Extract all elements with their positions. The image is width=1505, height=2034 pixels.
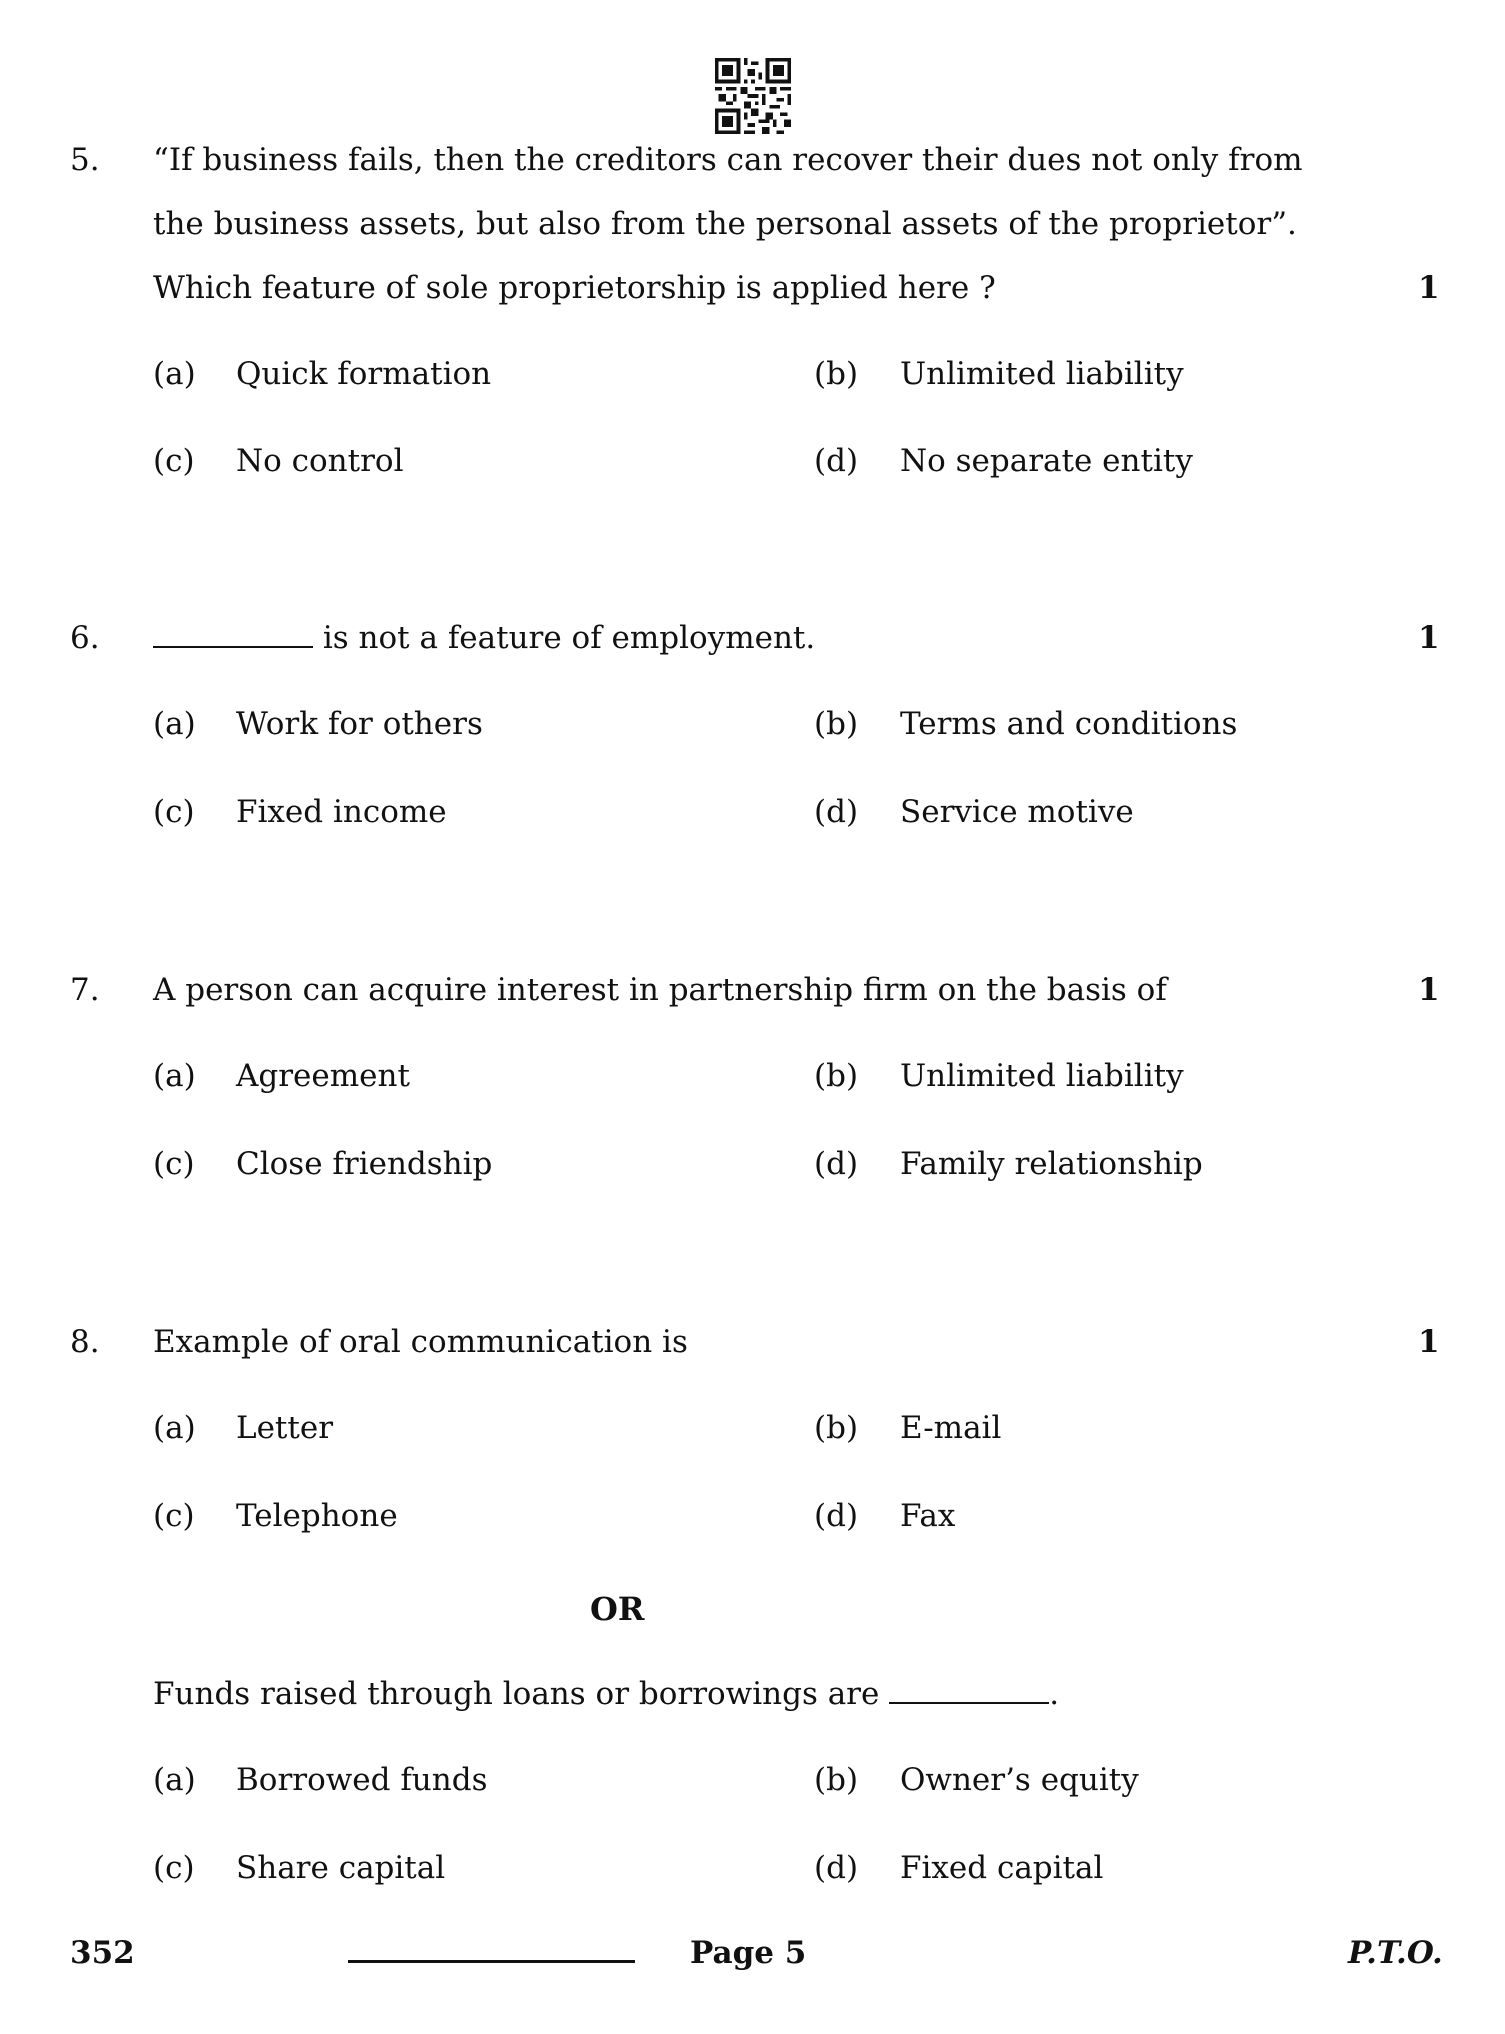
alt-option-letter-a: (a) [153,1762,196,1798]
qr-code-icon [715,58,791,134]
alt-option-letter-c: (c) [153,1850,195,1886]
option-letter-b: (b) [814,706,859,742]
option-text-b: Terms and conditions [900,706,1238,742]
alt-option-text-c: Share capital [236,1850,446,1886]
alternative-question-end: . [1049,1676,1060,1712]
alternative-question-stem: Funds raised through loans or borrowings are [153,1676,880,1712]
option-text-b: Unlimited liability [900,1058,1184,1094]
alt-option-letter-b: (b) [814,1762,859,1798]
question-number: 6. [70,620,100,656]
fill-in-blank [889,1680,1049,1704]
option-text-c: No control [236,443,404,479]
option-text-a: Quick formation [236,356,492,392]
option-letter-a: (a) [153,1410,196,1446]
question-text-line-2: the business assets, but also from the personal assets of the proprietor”. [153,206,1297,242]
option-text-c: Fixed income [236,794,447,830]
option-text-b: Unlimited liability [900,356,1184,392]
option-text-a: Work for others [236,706,483,742]
option-letter-c: (c) [153,1498,195,1534]
option-letter-c: (c) [153,1146,195,1182]
question-text-line-3: Which feature of sole proprietorship is applied here ? [153,270,996,306]
option-letter-b: (b) [814,1410,859,1446]
question-marks: 1 [1418,1324,1440,1360]
or-separator: OR [590,1590,645,1628]
question-text-line-1: Example of oral communication is [153,1324,688,1360]
option-letter-d: (d) [814,443,859,479]
option-letter-d: (d) [814,794,859,830]
question-marks: 1 [1418,620,1440,656]
alternative-question-text [153,1676,1059,1712]
option-letter-c: (c) [153,794,195,830]
option-letter-a: (a) [153,356,196,392]
option-letter-d: (d) [814,1498,859,1534]
question-number: 7. [70,972,100,1008]
option-text-c: Close friendship [236,1146,493,1182]
option-letter-b: (b) [814,1058,859,1094]
question-text-line-1: “If business fails, then the creditors can recover their dues not only from [153,142,1303,178]
paper-code: 352 [70,1935,135,1971]
question-text-line-1 [153,620,815,656]
option-letter-d: (d) [814,1146,859,1182]
option-letter-c: (c) [153,443,195,479]
footer-divider [348,1960,635,1963]
option-text-d: Service motive [900,794,1134,830]
option-text-c: Telephone [236,1498,398,1534]
alt-option-letter-d: (d) [814,1850,859,1886]
option-text-d: Family relationship [900,1146,1203,1182]
option-text-a: Agreement [236,1058,410,1094]
option-letter-a: (a) [153,1058,196,1094]
question-number: 8. [70,1324,100,1360]
option-letter-a: (a) [153,706,196,742]
option-text-b: E-mail [900,1410,1002,1446]
fill-in-blank [153,624,313,648]
question-marks: 1 [1418,270,1440,306]
alt-option-text-a: Borrowed funds [236,1762,488,1798]
option-text-a: Letter [236,1410,334,1446]
alt-option-text-b: Owner’s equity [900,1762,1139,1798]
option-text-d: No separate entity [900,443,1193,479]
question-text: is not a feature of employment. [322,620,816,656]
alt-option-text-d: Fixed capital [900,1850,1104,1886]
option-letter-b: (b) [814,356,859,392]
please-turn-over: P.T.O. [1348,1935,1443,1971]
question-text-line-1: A person can acquire interest in partnership firm on the basis of [153,972,1167,1008]
question-marks: 1 [1418,972,1440,1008]
question-number: 5. [70,142,100,178]
option-text-d: Fax [900,1498,956,1534]
page-number: Page 5 [690,1935,807,1971]
